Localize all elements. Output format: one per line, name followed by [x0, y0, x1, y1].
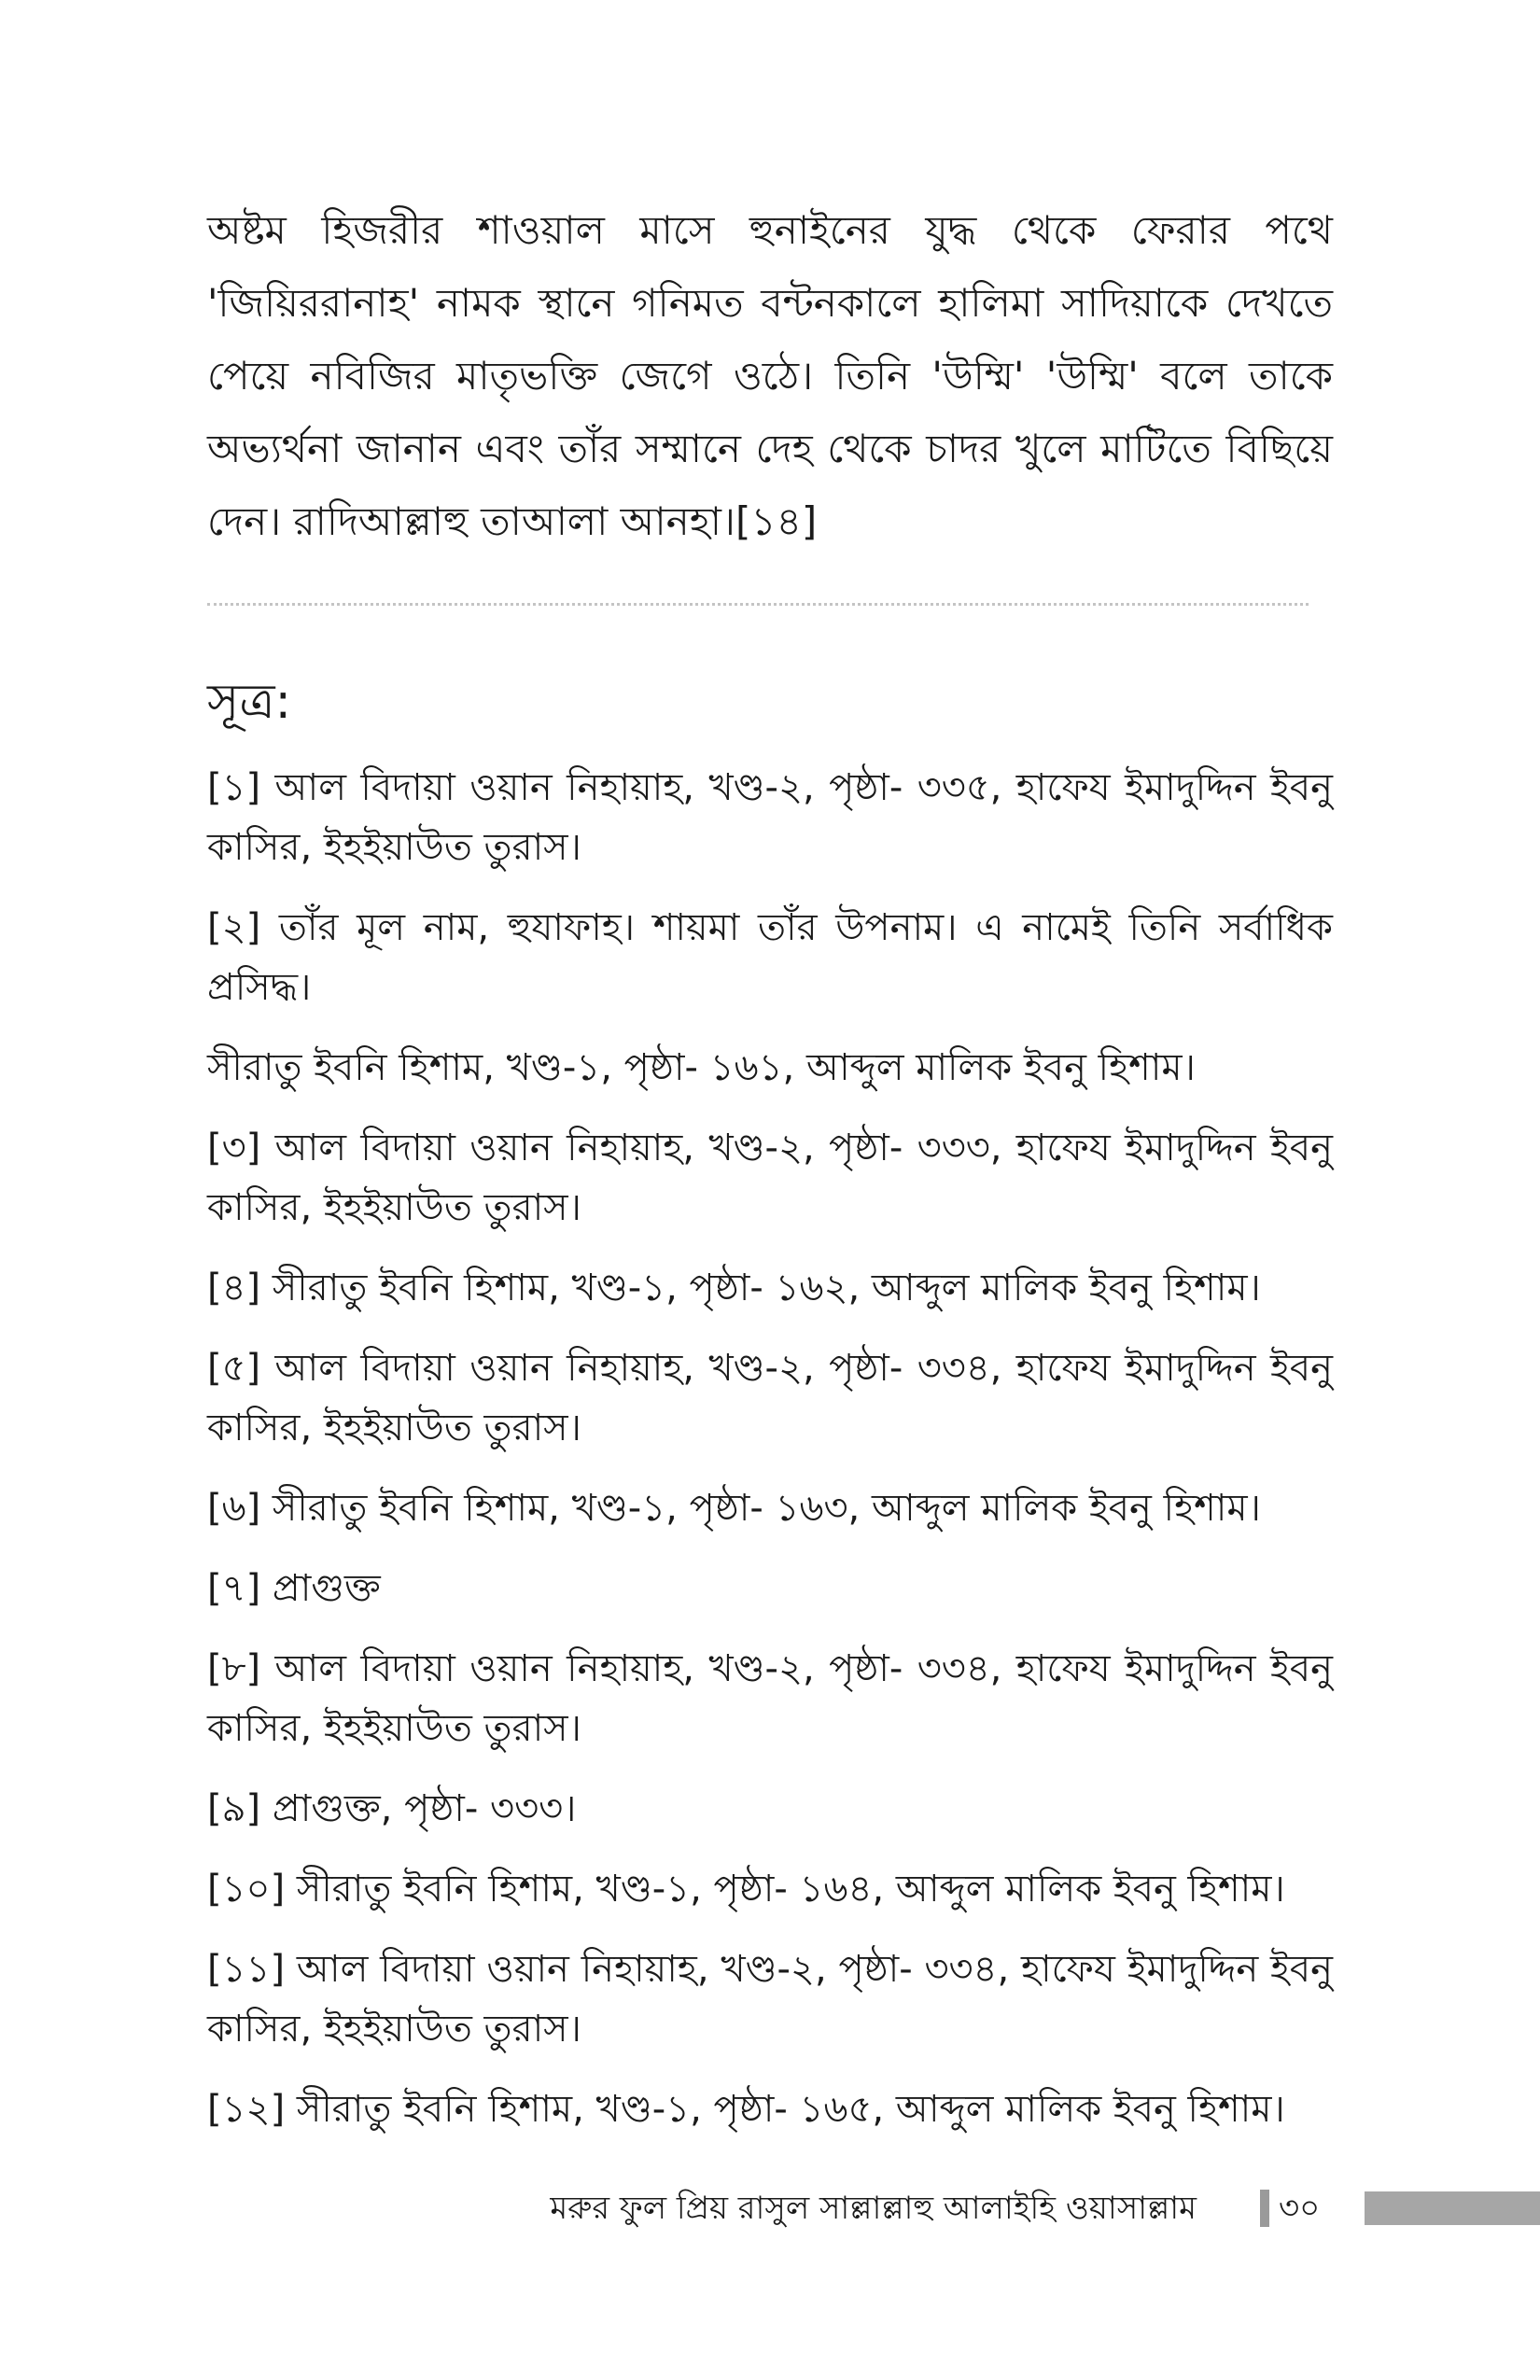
footer-divider-bar [1260, 2190, 1269, 2227]
reference-12: [১২] সীরাতু ইবনি হিশাম, খণ্ড-১, পৃষ্ঠা- ১৬৫, আব্দুল মালিক ইবনু হিশাম। [207, 2088, 1285, 2131]
page-footer [0, 2186, 1540, 2231]
references-list [207, 758, 1333, 2160]
running-title: মরুর ফুল প্রিয় রাসুল সাল্লাল্লাহু আলাইহি ওয়াসাল্লাম [550, 2190, 1197, 2227]
reference-1: [১] আল বিদায়া ওয়ান নিহায়াহ, খণ্ড-২, পৃষ্ঠা- ৩৩৫, হাফেয ইমাদুদ্দিন ইবনু কাসির, ইহইয়াউত তুরাস। [207, 766, 1333, 869]
reference-5: [৫] আল বিদায়া ওয়ান নিহায়াহ, খণ্ড-২, পৃষ্ঠা- ৩৩৪, হাফেয ইমাদুদ্দিন ইবনু কাসির, ইহইয়াউত তুরাস। [207, 1347, 1333, 1449]
reference-4: [৪] সীরাতু ইবনি হিশাম, খণ্ড-১, পৃষ্ঠা- ১৬২, আব্দুল মালিক ইবনু হিশাম। [207, 1267, 1261, 1309]
reference-2-continued: সীরাতু ইবনি হিশাম, খণ্ড-১, পৃষ্ঠা- ১৬১, আব্দুল মালিক ইবনু হিশাম। [207, 1046, 1196, 1089]
footer-gray-block [1365, 2191, 1540, 2225]
reference-11: [১১] আল বিদায়া ওয়ান নিহায়াহ, খণ্ড-২, পৃষ্ঠা- ৩৩৪, হাফেয ইমাদুদ্দিন ইবনু কাসির, ইহইয়াউত তুরাস। [207, 1948, 1333, 2051]
reference-9: [৯] প্রাগুক্ত, পৃষ্ঠা- ৩৩৩। [207, 1787, 577, 1830]
reference-2: [২] তাঁর মূল নাম, হুযাফাহ। শায়মা তাঁর উপনাম। এ নামেই তিনি সর্বাধিক প্রসিদ্ধ। [207, 906, 1333, 1009]
sources-heading: সূত্র: [207, 674, 292, 730]
reference-6: [৬] সীরাতু ইবনি হিশাম, খণ্ড-১, পৃষ্ঠা- ১৬৩, আব্দুল মালিক ইবনু হিশাম। [207, 1487, 1261, 1530]
reference-10: [১০] সীরাতু ইবনি হিশাম, খণ্ড-১, পৃষ্ঠা- ১৬৪, আব্দুল মালিক ইবনু হিশাম। [207, 1868, 1285, 1911]
reference-8: [৮] আল বিদায়া ওয়ান নিহায়াহ, খণ্ড-২, পৃষ্ঠা- ৩৩৪, হাফেয ইমাদুদ্দিন ইবনু কাসির, ইহইয়াউত তুরাস। [207, 1647, 1333, 1750]
reference-3: [৩] আল বিদায়া ওয়ান নিহায়াহ, খণ্ড-২, পৃষ্ঠা- ৩৩৩, হাফেয ইমাদুদ্দিন ইবনু কাসির, ইহইয়াউত তুরাস। [207, 1127, 1333, 1229]
dotted-separator [207, 603, 1309, 606]
page-number: ৩০ [1279, 2190, 1321, 2227]
narrative-paragraph: অষ্টম হিজরীর শাওয়াল মাসে হুনাইনের যুদ্ধ থেকে ফেরার পথে 'জিয়িররানাহ' নামক স্থানে গনিমত বন্টনকালে হালিমা সাদিয়াকে দেখতে পেয়ে নবিজির মাতৃভক্তি জেগে ওঠে। তিনি 'উম্মি' 'উম্মি' বলে তাকে অভ্যর্থনা জানান এবং তাঁর সম্মানে দেহ থেকে চাদর খুলে মাটিতে বিছিয়ে দেন। রাদিআল্লাহু তাআলা আনহা।[১৪] [207, 207, 1333, 544]
reference-7: [৭] প্রাগুক্ত [207, 1567, 381, 1610]
